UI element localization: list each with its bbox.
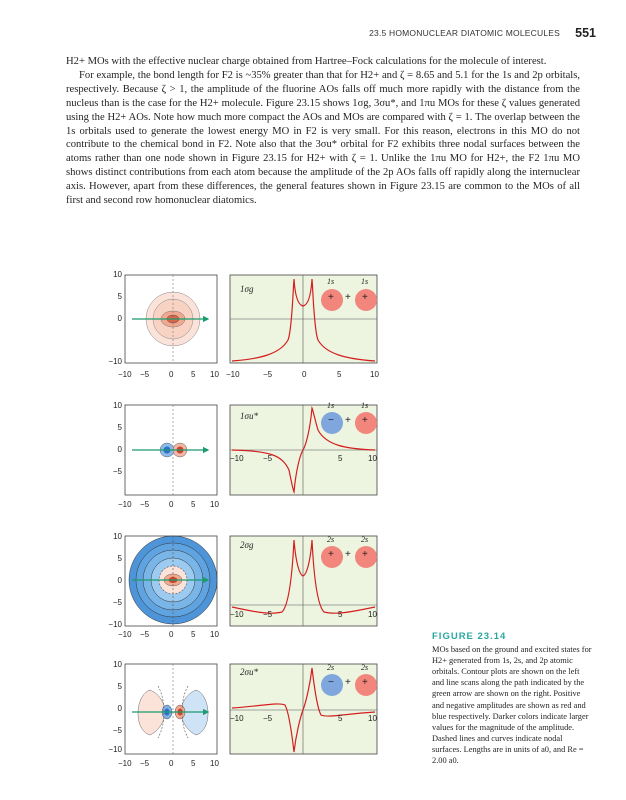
y-tick: −5 [112, 467, 122, 476]
y-tick: 5 [117, 554, 122, 563]
x-ticks-panel-2-scan [230, 454, 380, 466]
panel-4-linescan [230, 664, 377, 754]
x-tick: 5 [191, 630, 196, 639]
page-number: 551 [575, 26, 596, 40]
panel-1-sign-mid: + [345, 292, 351, 303]
x-tick: −10 [118, 370, 132, 379]
x-ticks-panel-3-scan [230, 610, 380, 622]
y-tick: −10 [108, 357, 122, 366]
x-tick: 10 [210, 759, 219, 768]
x-tick: −10 [118, 759, 132, 768]
x-tick: −10 [226, 370, 240, 379]
x-tick: 5 [338, 454, 343, 463]
panel-3-sign-mid: + [345, 549, 351, 560]
panel-2-sign-right: + [362, 415, 368, 426]
panel-2-sign-mid: + [345, 415, 351, 426]
x-tick: −5 [140, 759, 150, 768]
x-tick: −5 [140, 500, 150, 509]
panel-3-ao-right: 2s [361, 535, 369, 544]
panel-2-ao-left: 1s [327, 401, 335, 410]
panel-1-ao-right: 1s [361, 277, 369, 286]
figure-caption-text: MOs based on the ground and excited states for H2+ generated from 1s, 2s, and 2p atomic orbitals. Contour plots are shown on the left and line scans along the path indicated by the green arrow are shown on the right. Positive and negative amplitudes are shown as red and blue respectively. Darker colors indicate larger values for the magnitude of the amplitude. Dashed lines and curves indicate nodal surfaces. Lengths are in units of a0, and Re = 2.00 a0. [432, 645, 592, 766]
x-tick: −10 [230, 454, 244, 463]
x-tick: 0 [302, 370, 307, 379]
x-tick: 0 [169, 630, 174, 639]
x-tick: −10 [230, 610, 244, 619]
panel-1-orbital-label: 1σg [240, 284, 254, 294]
panel-4-sign-right: + [362, 677, 368, 688]
y-tick: 5 [117, 682, 122, 691]
x-tick: −10 [230, 714, 244, 723]
figure-title: FIGURE 23.14 [432, 631, 507, 642]
section-title: 23.5 HOMONUCLEAR DIATOMIC MOLECULES [369, 28, 560, 38]
panel-1-contour [125, 275, 217, 363]
x-tick: 0 [169, 759, 174, 768]
panel-1-sign-right: + [362, 292, 368, 303]
y-tick: 5 [117, 423, 122, 432]
x-tick: −5 [263, 714, 273, 723]
x-tick: 10 [210, 370, 219, 379]
x-tick: −10 [118, 630, 132, 639]
y-tick: −5 [112, 598, 122, 607]
panel-4-ao-left: 2s [327, 663, 335, 672]
x-tick: 10 [368, 610, 377, 619]
panel-3-sign-left: + [328, 549, 334, 560]
x-ticks-panel-1 [118, 370, 383, 382]
panel-2-contour [125, 405, 217, 495]
x-tick: 0 [169, 500, 174, 509]
x-tick: 0 [169, 370, 174, 379]
x-tick: −5 [263, 370, 273, 379]
x-tick: 5 [337, 370, 342, 379]
y-tick: 10 [113, 270, 122, 279]
y-tick: 10 [113, 401, 122, 410]
x-tick: 5 [191, 500, 196, 509]
x-tick: −10 [118, 500, 132, 509]
panel-4-sign-mid: + [345, 677, 351, 688]
panel-4-orbital-label: 2σu* [240, 667, 258, 677]
x-tick: 10 [210, 630, 219, 639]
panel-2-orbital-label: 1σu* [240, 411, 258, 421]
panel-3-contour [125, 536, 217, 626]
paragraph-2: For example, the bond length for F2 is ~35% greater than that for H2+ and ζ = 8.65 and 5.1 for the 1s and 2p orbitals, respectively. Because ζ > 1, the amplitude of the fluorine AOs falls off much more rapidly with the distance from the nucleus than is the case for the H2+ molecule. Figure 23.15 shows 1σg, 3σu*, and 1πu MOs for these ζ values generated using the H2+ AOs. Note how much more compact the AOs and MOs are compared with ζ = 1. The overlap between the 1s orbitals used to generate the lowest energy MO in F2 is very small. For this reason, electrons in this MO do not contribute to the chemical bond in F2. Note also that the 3σu* orbital for F2 exhibits three nodal surfaces between the atoms rather than one node shown in Figure 23.15 for H2+ with ζ = 1. Unlike the 1πu MO for H2+, the F2 1πu MO shows distinct contributions from each atom because the amplitude of the 2p AOs falls off rapidly along the internuclear axis. However, apart from these differences, the general features shown in Figure 23.15 are common to the MOs of all first and second row homonuclear diatomics. [66, 69, 580, 207]
x-ticks-panel-4-scan [230, 714, 380, 726]
panel-3-orbital-label: 2σg [240, 540, 254, 550]
figure-caption [432, 631, 592, 766]
panel-4-ao-right: 2s [361, 663, 369, 672]
x-ticks-panel-2 [118, 500, 228, 512]
x-tick: 10 [210, 500, 219, 509]
panel-4-sign-left: − [328, 677, 334, 688]
panel-2-ao-right: 1s [361, 401, 369, 410]
x-tick: 10 [368, 714, 377, 723]
y-tick: −10 [108, 745, 122, 754]
y-tick: 0 [117, 445, 122, 454]
x-tick: −5 [140, 630, 150, 639]
y-tick: 5 [117, 292, 122, 301]
x-tick: −5 [263, 610, 273, 619]
x-tick: 5 [191, 370, 196, 379]
x-tick: 5 [338, 714, 343, 723]
panel-4-contour [125, 664, 217, 754]
x-tick: 10 [370, 370, 379, 379]
y-tick: 10 [113, 532, 122, 541]
y-tick: 10 [113, 660, 122, 669]
y-tick: 0 [117, 314, 122, 323]
y-tick: 0 [117, 704, 122, 713]
panel-2-sign-left: − [328, 415, 334, 426]
y-tick: −5 [112, 726, 122, 735]
panel-1-sign-left: + [328, 292, 334, 303]
x-ticks-panel-3 [118, 630, 228, 642]
panel-3-sign-right: + [362, 549, 368, 560]
panel-1-ao-left: 1s [327, 277, 335, 286]
x-ticks-panel-4 [118, 759, 228, 771]
x-tick: −5 [263, 454, 273, 463]
paragraph-1: H2+ MOs with the effective nuclear charge obtained from Hartree–Fock calculations for the molecule of interest. [66, 56, 547, 67]
x-tick: 5 [191, 759, 196, 768]
y-tick: −10 [108, 620, 122, 629]
y-tick: 0 [117, 576, 122, 585]
x-tick: 10 [368, 454, 377, 463]
panel-3-ao-left: 2s [327, 535, 335, 544]
x-tick: −5 [140, 370, 150, 379]
x-tick: 5 [338, 610, 343, 619]
